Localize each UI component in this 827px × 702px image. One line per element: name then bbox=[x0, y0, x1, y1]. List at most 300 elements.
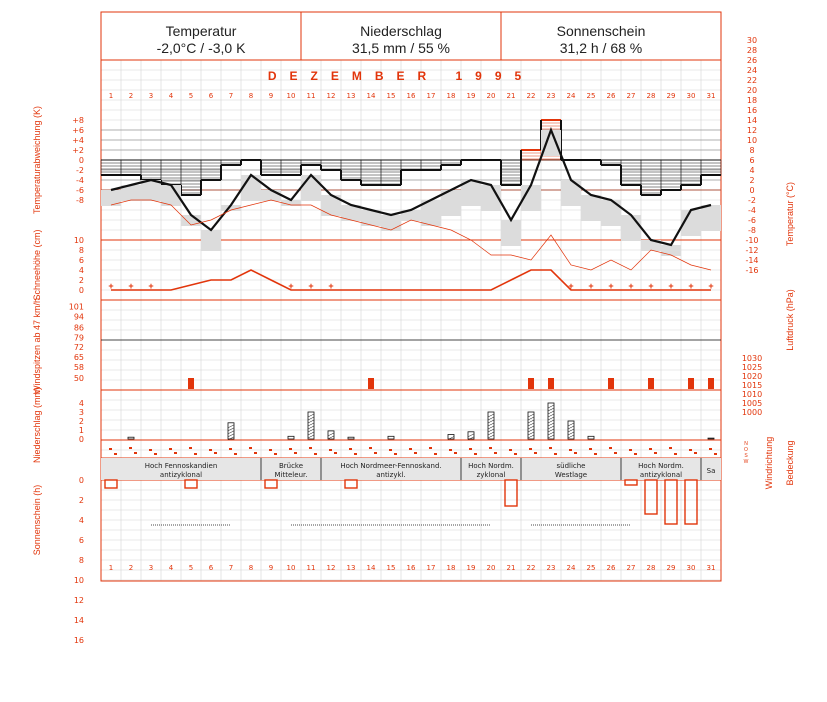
anomaly-bar bbox=[121, 160, 141, 175]
cloud-cover-dot bbox=[314, 453, 317, 455]
wind-direction-dot bbox=[589, 448, 592, 450]
anomaly-bar bbox=[261, 160, 281, 175]
day-label-top: 22 bbox=[526, 92, 536, 100]
day-label-bottom: 23 bbox=[546, 564, 556, 572]
temp-anomaly-tick: +6 bbox=[72, 126, 84, 135]
anomaly-bar bbox=[321, 160, 341, 170]
day-label-bottom: 22 bbox=[526, 564, 536, 572]
precip-hatch bbox=[548, 411, 554, 414]
precip-bar bbox=[588, 436, 594, 439]
sunshine-tick: 8 bbox=[78, 556, 84, 565]
snow-marker: + bbox=[288, 281, 294, 291]
day-label-top: 25 bbox=[586, 92, 596, 100]
day-label-top: 5 bbox=[188, 92, 194, 100]
wind-direction-dot bbox=[389, 449, 392, 451]
day-label-bottom: 27 bbox=[626, 564, 636, 572]
precip-hatch bbox=[328, 436, 334, 439]
weather-type-label: Westlage bbox=[554, 471, 588, 479]
precip-hatch bbox=[568, 423, 574, 426]
day-label-top: 7 bbox=[228, 92, 234, 100]
weather-type-label: Sa bbox=[706, 467, 716, 475]
wind-direction-mark: N bbox=[744, 441, 748, 447]
temp-range-band bbox=[581, 195, 601, 221]
wind-direction-mark: O bbox=[744, 447, 748, 453]
pressure-tick: 1010 bbox=[741, 390, 763, 399]
weather-type-label: Hoch Nordmeer-Fennoskand. bbox=[340, 462, 442, 470]
wind-direction-dot bbox=[609, 447, 612, 449]
precip-hatch bbox=[528, 414, 534, 417]
precip-tick: 0 bbox=[78, 435, 84, 444]
snow-marker: + bbox=[128, 281, 134, 291]
day-label-top: 8 bbox=[248, 92, 254, 100]
weather-type-label: antizyklonal bbox=[639, 471, 683, 479]
wind-tick: 94 bbox=[73, 312, 84, 322]
snow-tick: 6 bbox=[78, 256, 84, 265]
temp-range-band bbox=[301, 175, 321, 201]
sunshine-bar bbox=[105, 480, 117, 488]
day-label-bottom: 25 bbox=[586, 564, 596, 572]
snow-marker: + bbox=[688, 281, 694, 291]
precip-hatch bbox=[228, 434, 234, 437]
precip-bar bbox=[288, 436, 294, 439]
wind-direction-dot bbox=[569, 449, 572, 451]
weather-type-label: Mitteleur. bbox=[274, 471, 308, 479]
day-label-bottom: 21 bbox=[506, 564, 516, 572]
wind-gust-flag bbox=[368, 378, 374, 389]
snow-marker: + bbox=[148, 281, 154, 291]
snow-marker: + bbox=[308, 281, 314, 291]
precip-hatch bbox=[228, 428, 234, 431]
day-label-bottom: 9 bbox=[268, 564, 274, 572]
cloud-cover-dot bbox=[334, 452, 337, 454]
precip-hatch bbox=[528, 423, 534, 426]
wind-tick: 79 bbox=[73, 333, 84, 343]
pressure-tick: 1015 bbox=[741, 381, 763, 390]
day-label-top: 1 bbox=[108, 92, 114, 100]
sunshine-tick: 6 bbox=[78, 536, 84, 545]
precip-hatch bbox=[548, 408, 554, 411]
precip-hatch bbox=[488, 426, 494, 429]
temp-right-tick: 16 bbox=[746, 106, 758, 115]
wind-direction-dot bbox=[229, 448, 232, 450]
wind-direction-dot bbox=[209, 449, 212, 451]
sunshine-bar bbox=[345, 480, 357, 488]
precip-bar bbox=[388, 436, 394, 439]
day-label-bottom: 31 bbox=[706, 564, 716, 572]
cloud-cover-dot bbox=[154, 453, 157, 455]
sunshine-bar bbox=[265, 480, 277, 488]
day-label-top: 6 bbox=[208, 92, 214, 100]
day-label-bottom: 29 bbox=[666, 564, 676, 572]
temp-right-tick: -2 bbox=[748, 196, 756, 205]
day-label-top: 18 bbox=[446, 92, 456, 100]
temp-right-tick: -12 bbox=[745, 246, 759, 255]
precip-tick: 4 bbox=[78, 399, 84, 408]
sunshine-axis-label: Sonnenschein (h) bbox=[32, 484, 42, 556]
precip-hatch bbox=[308, 435, 314, 438]
snow-marker: + bbox=[708, 281, 714, 291]
precip-hatch bbox=[308, 426, 314, 429]
header-value: 31,5 mm / 55 % bbox=[351, 40, 451, 56]
wind-direction-dot bbox=[149, 449, 152, 451]
temp-right-tick: 18 bbox=[746, 96, 758, 105]
wind-direction-dot bbox=[189, 447, 192, 449]
precip-bar bbox=[708, 438, 714, 439]
precip-hatch bbox=[468, 434, 474, 437]
wind-direction-dot bbox=[409, 448, 412, 450]
sunshine-bar bbox=[625, 480, 637, 485]
snow-tick: 0 bbox=[78, 286, 84, 295]
day-label-top: 16 bbox=[406, 92, 416, 100]
day-label-top: 31 bbox=[706, 92, 716, 100]
temp-anomaly-tick: +4 bbox=[72, 136, 84, 145]
temp-anomaly-tick: -8 bbox=[76, 196, 84, 205]
wind-gust-flag bbox=[708, 378, 714, 389]
day-label-top: 17 bbox=[426, 92, 436, 100]
precip-hatch bbox=[568, 432, 574, 435]
precip-hatch bbox=[308, 417, 314, 420]
anomaly-bar bbox=[401, 160, 421, 170]
wind-tick: 101 bbox=[68, 302, 84, 312]
anomaly-bar bbox=[101, 160, 121, 175]
grid-layer bbox=[101, 60, 721, 581]
cloud-cover-dot bbox=[394, 453, 397, 455]
cloud-cover-dot bbox=[474, 453, 477, 455]
wind-direction-dot bbox=[329, 449, 332, 451]
pressure-tick: 1025 bbox=[741, 363, 763, 372]
cloud-cover-dot bbox=[514, 453, 517, 455]
wind-tick: 50 bbox=[73, 374, 84, 383]
temp-right-tick: -16 bbox=[745, 266, 759, 275]
wind-direction-mark: S bbox=[744, 453, 748, 459]
precip-hatch bbox=[328, 433, 334, 436]
temp-right-tick: -4 bbox=[748, 206, 756, 215]
wind-gust-flag bbox=[688, 378, 694, 389]
sunshine-tick: 10 bbox=[73, 576, 84, 585]
day-label-bottom: 14 bbox=[366, 564, 376, 572]
temp-right-tick: 26 bbox=[746, 56, 758, 65]
precip-hatch bbox=[308, 423, 314, 426]
cloud-cover-dot bbox=[654, 452, 657, 454]
wind-axis-label: Windspitzen ab 47 km/h bbox=[32, 297, 42, 395]
wind-tick: 86 bbox=[73, 323, 84, 333]
precip-bar bbox=[128, 437, 134, 439]
day-label-top: 29 bbox=[666, 92, 676, 100]
precip-hatch bbox=[308, 420, 314, 423]
temp-range-band bbox=[201, 230, 221, 251]
precip-hatch bbox=[308, 414, 314, 417]
wind-direction-dot bbox=[269, 449, 272, 451]
wind-direction-dot bbox=[449, 449, 452, 451]
precip-hatch bbox=[548, 435, 554, 438]
precip-hatch bbox=[488, 435, 494, 438]
snow-marker: + bbox=[328, 281, 334, 291]
wind-direction-dot bbox=[169, 448, 172, 450]
day-label-top: 4 bbox=[168, 92, 174, 100]
day-label-top: 20 bbox=[486, 92, 496, 100]
sunshine-bar bbox=[185, 480, 197, 488]
day-label-bottom: 18 bbox=[446, 564, 456, 572]
snow-tick: 2 bbox=[78, 276, 84, 285]
cloud-cover-dot bbox=[114, 453, 117, 455]
wind-tick: 65 bbox=[73, 353, 84, 362]
wind-direction-dot bbox=[509, 449, 512, 451]
day-label-bottom: 28 bbox=[646, 564, 656, 572]
wind-direction-dot bbox=[309, 447, 312, 449]
wind-direction-dot bbox=[109, 448, 112, 450]
day-label-top: 21 bbox=[506, 92, 516, 100]
header-value: 31,2 h / 68 % bbox=[559, 40, 643, 56]
wind-gust-flag bbox=[608, 378, 614, 389]
precip-hatch bbox=[548, 429, 554, 432]
temp-right-tick: -10 bbox=[745, 236, 759, 245]
day-label-top: 11 bbox=[306, 92, 316, 100]
weather-type-label: Brücke bbox=[278, 462, 304, 470]
precip-hatch bbox=[228, 425, 234, 428]
cloud-cover-dot bbox=[534, 452, 537, 454]
precip-hatch bbox=[488, 432, 494, 435]
wind-gust-flag bbox=[528, 378, 534, 389]
wind-direction-dot bbox=[349, 448, 352, 450]
wind-gust-flag bbox=[548, 378, 554, 389]
cloud-cover-axis-label: Bedeckung bbox=[785, 440, 795, 486]
day-label-bottom: 20 bbox=[486, 564, 496, 572]
temp-range-band bbox=[661, 245, 681, 256]
cloud-cover-dot bbox=[614, 452, 617, 454]
temp-right-tick: 20 bbox=[746, 86, 758, 95]
month-title: DEZEMBER 1995 bbox=[267, 69, 535, 83]
day-label-bottom: 16 bbox=[406, 564, 416, 572]
day-label-top: 27 bbox=[626, 92, 636, 100]
cloud-cover-dot bbox=[274, 453, 277, 455]
day-label-bottom: 6 bbox=[208, 564, 214, 572]
anomaly-bar bbox=[281, 160, 301, 175]
day-label-bottom: 26 bbox=[606, 564, 616, 572]
day-label-top: 30 bbox=[686, 92, 696, 100]
temp-anomaly-tick: -6 bbox=[76, 186, 84, 195]
wind-gust-flag bbox=[648, 378, 654, 389]
temp-range-band bbox=[141, 180, 161, 201]
snow-marker: + bbox=[608, 281, 614, 291]
weather-type-label: zyklonal bbox=[476, 471, 506, 479]
temp-right-tick: 10 bbox=[746, 136, 758, 145]
snow-marker: + bbox=[568, 281, 574, 291]
precip-hatch bbox=[568, 426, 574, 429]
wind-direction-dot bbox=[289, 448, 292, 450]
temp-anomaly-tick: -2 bbox=[76, 166, 84, 175]
temp-right-tick: 12 bbox=[746, 126, 758, 135]
precip-hatch bbox=[568, 429, 574, 432]
day-label-top: 26 bbox=[606, 92, 616, 100]
cloud-cover-dot bbox=[694, 452, 697, 454]
wind-direction-dot bbox=[249, 447, 252, 449]
precip-hatch bbox=[528, 435, 534, 438]
sunshine-tick: 4 bbox=[78, 516, 84, 525]
wind-direction-axis-label: Windrichtung bbox=[764, 436, 774, 490]
precip-hatch bbox=[548, 405, 554, 408]
wind-direction-dot bbox=[709, 448, 712, 450]
precip-bar bbox=[348, 437, 354, 439]
snow-marker: + bbox=[628, 281, 634, 291]
day-label-top: 24 bbox=[566, 92, 576, 100]
wind-tick: 58 bbox=[73, 362, 84, 372]
snow-marker: + bbox=[668, 281, 674, 291]
cloud-cover-dot bbox=[434, 453, 437, 455]
day-label-top: 28 bbox=[646, 92, 656, 100]
precip-tick: 2 bbox=[78, 417, 84, 426]
day-label-top: 3 bbox=[148, 92, 154, 100]
pressure-tick: 1020 bbox=[741, 372, 763, 381]
precip-hatch bbox=[548, 420, 554, 423]
day-label-bottom: 24 bbox=[566, 564, 576, 572]
wind-direction-dot bbox=[369, 447, 372, 449]
weather-type-label: antizyklonal bbox=[159, 471, 203, 479]
sunshine-tick: 2 bbox=[78, 496, 84, 505]
day-label-bottom: 12 bbox=[326, 564, 336, 572]
cloud-cover-dot bbox=[254, 452, 257, 454]
precip-bar bbox=[328, 431, 334, 439]
cloud-cover-dot bbox=[234, 453, 237, 455]
day-label-bottom: 17 bbox=[426, 564, 436, 572]
temp-anomaly-tick: -4 bbox=[76, 176, 84, 185]
snow-marker: + bbox=[108, 281, 114, 291]
temp-right-tick: 28 bbox=[746, 46, 758, 55]
cloud-cover-dot bbox=[494, 452, 497, 454]
snow-marker: + bbox=[588, 281, 594, 291]
day-label-top: 2 bbox=[128, 92, 134, 100]
day-label-bottom: 19 bbox=[466, 564, 476, 572]
day-label-top: 10 bbox=[286, 92, 296, 100]
header-value: -2,0°C / -3,0 K bbox=[156, 40, 246, 56]
day-label-bottom: 30 bbox=[686, 564, 696, 572]
weather-type-label: Hoch Nordm. bbox=[638, 462, 684, 470]
temp-anomaly-tick: +2 bbox=[72, 146, 84, 155]
pressure-axis-label: Luftdruck (hPa) bbox=[785, 289, 795, 351]
precip-hatch bbox=[488, 423, 494, 426]
day-label-top: 15 bbox=[386, 92, 396, 100]
precip-hatch bbox=[488, 417, 494, 420]
temp-right-tick: -14 bbox=[745, 256, 759, 265]
header-title: Niederschlag bbox=[360, 23, 442, 39]
temp-anomaly-axis-label: Temperaturabweichung (K) bbox=[32, 105, 42, 215]
weather-type-label: antizykl. bbox=[376, 471, 406, 479]
snow-tick: 10 bbox=[73, 236, 84, 245]
precip-hatch bbox=[548, 432, 554, 435]
precip-hatch bbox=[528, 432, 534, 435]
precip-hatch bbox=[548, 414, 554, 417]
wind-direction-dot bbox=[689, 449, 692, 451]
day-label-top: 14 bbox=[366, 92, 376, 100]
pressure-tick: 1030 bbox=[741, 354, 763, 363]
day-label-bottom: 2 bbox=[128, 564, 134, 572]
weather-type-label: südliche bbox=[556, 462, 586, 470]
day-label-bottom: 11 bbox=[306, 564, 316, 572]
precip-hatch bbox=[488, 429, 494, 432]
wind-direction-dot bbox=[529, 448, 532, 450]
temp-right-axis-label: Temperatur (°C) bbox=[785, 181, 795, 247]
sunshine-tick: 14 bbox=[73, 616, 84, 625]
sunshine-tick: 12 bbox=[73, 596, 84, 605]
pressure-tick: 1005 bbox=[741, 399, 763, 408]
day-label-bottom: 8 bbox=[248, 564, 254, 572]
cloud-cover-dot bbox=[174, 452, 177, 454]
cloud-cover-dot bbox=[594, 453, 597, 455]
temp-right-tick: 24 bbox=[746, 66, 758, 75]
sunshine-bar bbox=[685, 480, 697, 524]
anomaly-bar bbox=[701, 160, 721, 175]
precip-axis-label: Niederschlag (mm) bbox=[32, 386, 42, 464]
precip-hatch bbox=[548, 426, 554, 429]
sunshine-bar bbox=[645, 480, 657, 514]
label-layer bbox=[32, 36, 795, 645]
temp-right-tick: 22 bbox=[746, 76, 758, 85]
wind-direction-dot bbox=[489, 447, 492, 449]
snow-marker: + bbox=[648, 281, 654, 291]
cloud-cover-dot bbox=[714, 453, 717, 455]
weather-type-label: Hoch Nordm. bbox=[468, 462, 514, 470]
precip-hatch bbox=[488, 420, 494, 423]
temp-right-tick: 4 bbox=[749, 166, 755, 175]
wind-direction-dot bbox=[649, 448, 652, 450]
day-label-bottom: 15 bbox=[386, 564, 396, 572]
sunshine-tick: 16 bbox=[73, 636, 84, 645]
header-title: Sonnenschein bbox=[556, 23, 646, 39]
precip-hatch bbox=[228, 431, 234, 434]
precip-tick: 1 bbox=[78, 426, 84, 435]
day-label-top: 23 bbox=[546, 92, 556, 100]
wind-direction-dot bbox=[129, 447, 132, 449]
day-label-bottom: 10 bbox=[286, 564, 296, 572]
snow-tick: 4 bbox=[78, 266, 84, 275]
day-label-top: 12 bbox=[326, 92, 336, 100]
day-label-bottom: 1 bbox=[108, 564, 114, 572]
header-title: Temperatur bbox=[165, 23, 237, 39]
temp-range-band bbox=[621, 215, 641, 241]
wind-direction-dot bbox=[469, 448, 472, 450]
temp-range-band bbox=[261, 190, 281, 201]
cloud-cover-dot bbox=[414, 452, 417, 454]
precip-tick: 3 bbox=[78, 408, 84, 417]
sunshine-bar bbox=[505, 480, 517, 506]
precip-hatch bbox=[528, 420, 534, 423]
temp-range-band bbox=[701, 205, 721, 231]
temp-right-tick: 0 bbox=[749, 186, 755, 195]
cloud-cover-dot bbox=[134, 452, 137, 454]
precip-hatch bbox=[308, 429, 314, 432]
header-layer bbox=[109, 23, 716, 572]
day-label-bottom: 7 bbox=[228, 564, 234, 572]
cloud-cover-dot bbox=[294, 452, 297, 454]
wind-direction-dot bbox=[629, 449, 632, 451]
precip-hatch bbox=[548, 423, 554, 426]
cloud-cover-dot bbox=[574, 452, 577, 454]
snow-tick: 8 bbox=[78, 246, 84, 255]
wind-direction-mark: W bbox=[743, 459, 749, 465]
temp-range-band bbox=[501, 220, 521, 246]
cloud-cover-dot bbox=[554, 453, 557, 455]
cloud-cover-dot bbox=[674, 453, 677, 455]
day-label-bottom: 5 bbox=[188, 564, 194, 572]
precip-hatch bbox=[528, 429, 534, 432]
cloud-cover-dot bbox=[214, 452, 217, 454]
precip-hatch bbox=[308, 432, 314, 435]
day-label-top: 19 bbox=[466, 92, 476, 100]
cloud-cover-dot bbox=[454, 452, 457, 454]
wind-gust-flag bbox=[188, 378, 194, 389]
pressure-tick: 1000 bbox=[741, 408, 763, 417]
wind-direction-dot bbox=[429, 447, 432, 449]
day-label-bottom: 4 bbox=[168, 564, 174, 572]
